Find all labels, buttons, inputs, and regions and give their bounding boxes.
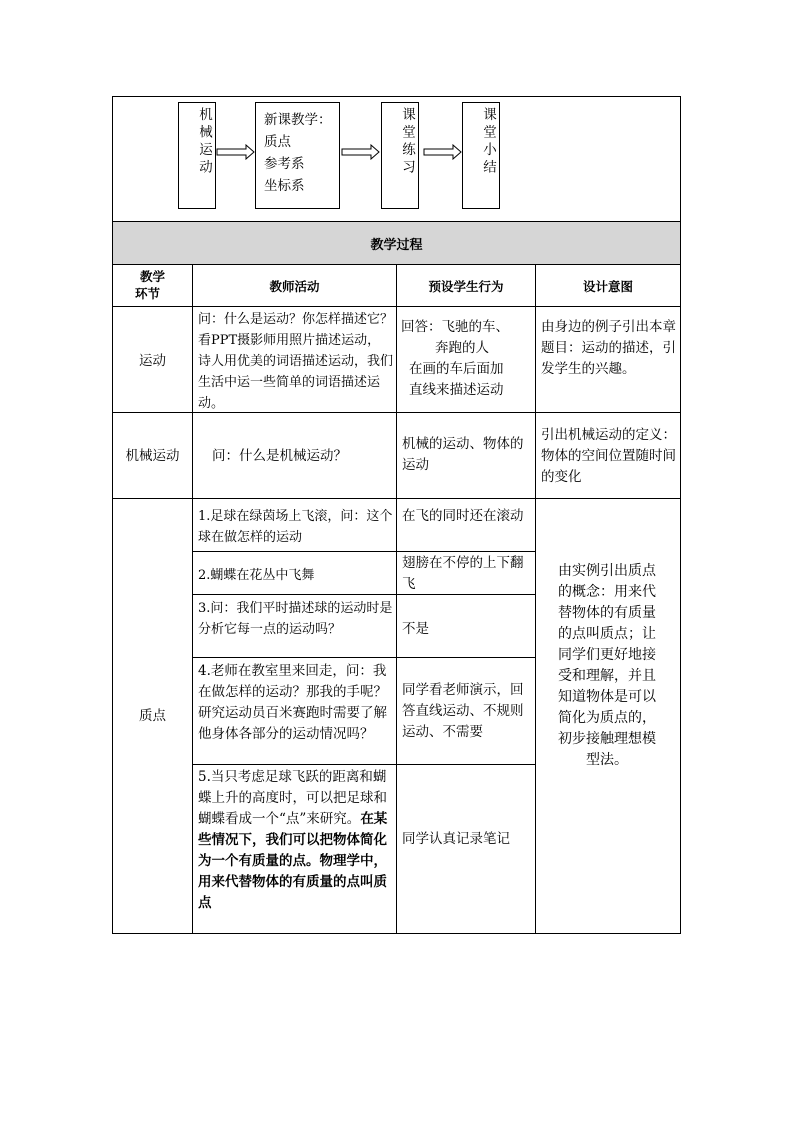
header-section-line: 环节: [135, 286, 161, 301]
header-student: 预设学生行为: [428, 279, 504, 294]
section-mechanical-motion: 机械运动: [125, 448, 180, 464]
subrow-divider: [192, 551, 536, 552]
arrow-right-icon: [341, 144, 381, 160]
flow-step-new-lesson-line: 新课教学：: [264, 112, 332, 128]
section-point-mass: 质点: [139, 708, 166, 724]
student-behavior-point-1: 在飞的同时还在滚动: [402, 508, 524, 524]
row-divider: [112, 412, 681, 413]
process-title: 教学过程: [370, 238, 423, 253]
teacher-activity-point-4: 4.老师在教室里来回走，问：我在做怎样的运动？那我的手呢？研究运动员百米赛跑时需要了解他身体各部分的运动情况吗？: [198, 663, 387, 742]
col-divider: [535, 264, 536, 934]
arrow-right-icon: [216, 144, 256, 160]
design-intent-mechanical: 引出机械运动的定义：物体的空间位置随时间的变化: [541, 427, 676, 485]
teacher-activity-point-5-definition: 在某些情况下，我们可以把物体简化为一个有质量的点。物理学中，用来代替物体的有质量的点叫质点: [198, 811, 388, 911]
header-section: [113, 268, 192, 302]
flow-step-practice: 课堂练习: [381, 102, 419, 209]
col-divider: [396, 264, 397, 934]
flow-step-new-lesson: [255, 102, 340, 209]
student-behavior-point-3: 不是: [402, 621, 429, 637]
arrow-right-icon: [423, 144, 463, 160]
teacher-activity-point-3: 3.问：我们平时描述球的运动时是分析它每一点的运动吗？: [198, 601, 393, 637]
student-behavior-mechanical: 机械的运动、物体的运动: [402, 436, 524, 473]
subrow-divider: [192, 764, 536, 765]
teacher-activity-motion: 问：什么是运动？你怎样描述它？看PPT摄影师用照片描述运动，诗人用优美的词语描述运动，我们生活中运一些简单的词语描述运动。: [198, 312, 394, 411]
student-behavior-point-4: 同学看老师演示，回答直线运动、不规则运动、不需要: [402, 682, 524, 740]
flow-step-new-lesson-line: 参考系: [264, 156, 305, 172]
student-line: 直线来描述运动: [409, 382, 504, 398]
teacher-activity-mechanical: 问：什么是机械运动？: [212, 448, 347, 464]
student-line: 回答：飞驰的车、: [401, 319, 509, 335]
teacher-activity-point-1: 1.足球在绿茵场上飞滚，问：这个球在做怎样的运动: [198, 509, 393, 545]
teacher-activity-point-2: 2.蝴蝶在花丛中飞舞: [198, 568, 315, 583]
section-motion: 运动: [139, 353, 166, 369]
design-intent-motion: 由身边的例子引出本章题目：运动的描述，引发学生的兴趣。: [541, 319, 676, 377]
row-divider: [112, 498, 681, 499]
subrow-divider: [192, 657, 536, 658]
flow-step-new-lesson-line: 坐标系: [264, 178, 305, 194]
flow-step-new-lesson-line: 质点: [264, 134, 291, 150]
col-divider: [192, 264, 193, 934]
flow-step-summary: 课堂小结: [462, 102, 500, 209]
header-teacher: 教师活动: [269, 279, 320, 294]
teacher-activity-point-5-text: 5.当只考虑足球飞跃的距离和蝴蝶上升的高度时，可以把足球和蝴蝶看成一个“点”来研究。: [198, 769, 387, 827]
header-section-line: 教学: [139, 269, 165, 284]
student-behavior-motion: [401, 317, 533, 401]
header-intent: 设计意图: [582, 279, 633, 294]
student-line: 奔跑的人: [435, 340, 489, 356]
student-behavior-point-2: 翅膀在不停的上下翻飞: [402, 555, 524, 592]
flow-step-mechanical-motion: 机械运动: [178, 102, 216, 209]
student-line: 在画的车后面加: [409, 361, 504, 377]
student-behavior-point-5: 同学认真记录笔记: [402, 831, 510, 847]
teacher-activity-point-5: [198, 767, 393, 914]
design-intent-point-mass: 由实例引出质点的概念：用来代替物体的有质量的点叫质点；让同学们更好地接受和理解，并且知道物体是可以简化为质点的，初步接触理想模型法。: [558, 563, 656, 768]
